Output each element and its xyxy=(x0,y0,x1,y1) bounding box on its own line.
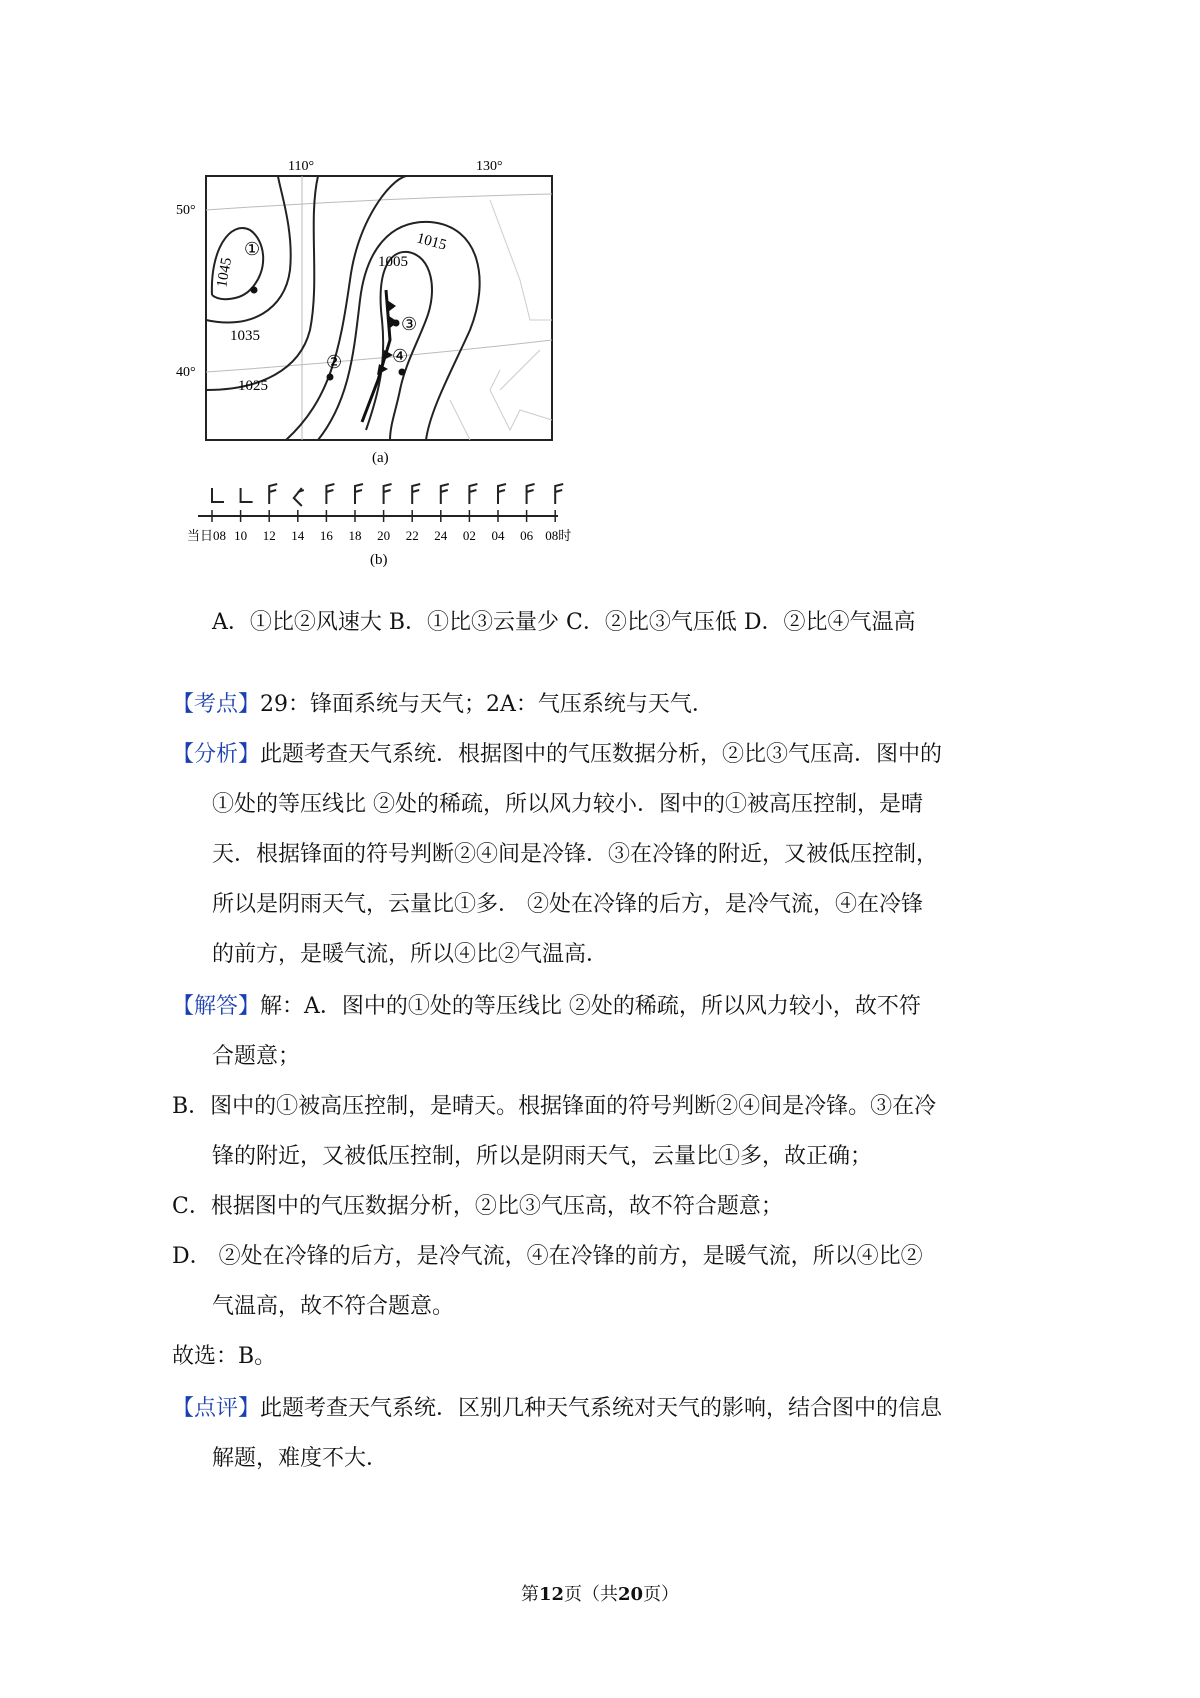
wind-barbs xyxy=(212,484,563,506)
timeline-tick-label: 20 xyxy=(377,528,391,543)
fenxi-line-3: 天．根据锋面的符号判断②④间是冷锋．③在冷锋的附近，又被低压控制， xyxy=(212,842,939,867)
page-footer xyxy=(0,1580,1200,1606)
wind-barb xyxy=(355,484,363,504)
fenxi-line-2: ①处的等压线比 ②处的稀疏，所以风力较小．图中的①被高压控制，是晴 xyxy=(212,792,923,817)
timeline-tick-label: 02 xyxy=(462,528,476,543)
border-line xyxy=(450,200,552,440)
kaodian-line xyxy=(172,690,714,720)
isobar-label-1035: 1035 xyxy=(230,328,260,344)
isobar-label-1045: 1045 xyxy=(214,256,236,289)
isobar-label-1025: 1025 xyxy=(238,378,268,394)
timeline-tick-label: 14 xyxy=(291,528,305,543)
footer-middle: 页（共 xyxy=(564,1584,618,1605)
jieda-line-2: 合题意； xyxy=(212,1044,301,1069)
wind-barb xyxy=(212,488,224,502)
timeline-labels xyxy=(187,528,571,543)
isobar-label-1015: 1015 xyxy=(414,230,449,254)
wind-barb xyxy=(294,488,304,506)
fenxi-line-1 xyxy=(172,740,942,770)
timeline-tick-label: 22 xyxy=(405,528,419,543)
front-symbol xyxy=(387,300,396,312)
wind-barb xyxy=(527,484,535,504)
timeline-tick-label: 18 xyxy=(348,528,362,543)
fenxi-line-5: 的前方，是暖气流，所以④比②气温高． xyxy=(212,942,609,967)
fenxi-line-4: 所以是阴雨天气，云量比①多． ②处在冷锋的后方，是冷气流，④在冷锋 xyxy=(212,892,923,917)
timeline-tick-label: 24 xyxy=(434,528,448,543)
timeline-tick-label: 06 xyxy=(520,528,534,543)
footer-page: 12 xyxy=(538,1584,564,1605)
answer-options: A．①比②风速大 B．①比③云量少 C．②比③气压低 D．②比④气温高 xyxy=(212,610,916,635)
wind-barb xyxy=(269,484,277,504)
point-dot-3 xyxy=(393,320,400,327)
timeline-tick-label: 12 xyxy=(262,528,276,543)
lat-label-50: 50° xyxy=(176,203,196,218)
wind-barb xyxy=(441,484,449,504)
jieda-text-1: 解：A．图中的①处的等压线比 ②处的稀疏，所以风力较小，故不符 xyxy=(260,994,921,1019)
point-dot-4 xyxy=(399,369,406,376)
wind-barb xyxy=(412,484,420,504)
timeline-tick-label: 当日08 xyxy=(186,528,226,543)
point-dot-2 xyxy=(327,374,334,381)
point-label-2: ② xyxy=(326,352,343,373)
wind-barb xyxy=(555,484,563,504)
dianping-tag: 【点评】 xyxy=(172,1396,261,1421)
wind-barb xyxy=(384,484,392,504)
dianping-text-1: 此题考查天气系统．区别几种天气系统对天气的影响，结合图中的信息 xyxy=(260,1396,943,1421)
fenxi-tag: 【分析】 xyxy=(172,742,261,767)
jieda-line-3: B．图中的①被高压控制，是晴天。根据锋面的符号判断②④间是冷锋。③在冷 xyxy=(172,1094,937,1119)
jieda-line-5: C．根据图中的气压数据分析，②比③气压高，故不符合题意； xyxy=(172,1194,783,1219)
isobar-label-1005: 1005 xyxy=(378,254,408,270)
jieda-line-8: 故选：B。 xyxy=(172,1344,277,1369)
timeline-caption: (b) xyxy=(370,552,388,568)
dianping-line-2: 解题，难度不大． xyxy=(212,1446,389,1471)
timeline-tick-label: 10 xyxy=(234,528,248,543)
timeline-tick-label: 16 xyxy=(319,528,333,543)
footer-total: 20 xyxy=(618,1584,644,1605)
point-dot-1 xyxy=(251,287,258,294)
point-label-1: ① xyxy=(244,239,261,260)
weather-figure xyxy=(176,159,610,580)
timeline-tick-label: 08时 xyxy=(545,528,572,543)
lon-label-110: 110° xyxy=(288,159,315,174)
map-frame xyxy=(206,176,552,440)
lon-label-130: 130° xyxy=(476,159,503,174)
kaodian-tag: 【考点】 xyxy=(172,692,261,717)
point-label-4: ④ xyxy=(392,346,409,367)
point-label-3: ③ xyxy=(401,314,418,335)
dianping-line-1 xyxy=(172,1394,942,1424)
jieda-line-7: 气温高，故不符合题意。 xyxy=(212,1294,455,1319)
map-caption: (a) xyxy=(372,450,389,466)
footer-suffix: 页） xyxy=(643,1584,680,1605)
wind-barb xyxy=(469,484,477,504)
wind-barb xyxy=(241,488,253,502)
jieda-tag: 【解答】 xyxy=(172,994,261,1019)
jieda-line-6: D． ②处在冷锋的后方，是冷气流，④在冷锋的前方，是暖气流，所以④比② xyxy=(172,1244,923,1269)
jieda-line-1 xyxy=(172,992,921,1022)
fenxi-text-1: 此题考查天气系统．根据图中的气压数据分析，②比③气压高．图中的 xyxy=(260,742,943,767)
wind-barb xyxy=(326,484,334,504)
footer-prefix: 第 xyxy=(520,1584,539,1605)
jieda-line-4: 锋的附近，又被低压控制，所以是阴雨天气，云量比①多，故正确； xyxy=(212,1144,873,1169)
wind-barb xyxy=(498,484,506,504)
timeline-tick-label: 04 xyxy=(491,528,505,543)
lat-label-40: 40° xyxy=(176,365,196,380)
kaodian-text: 29：锋面系统与天气；2A：气压系统与天气． xyxy=(260,692,714,717)
